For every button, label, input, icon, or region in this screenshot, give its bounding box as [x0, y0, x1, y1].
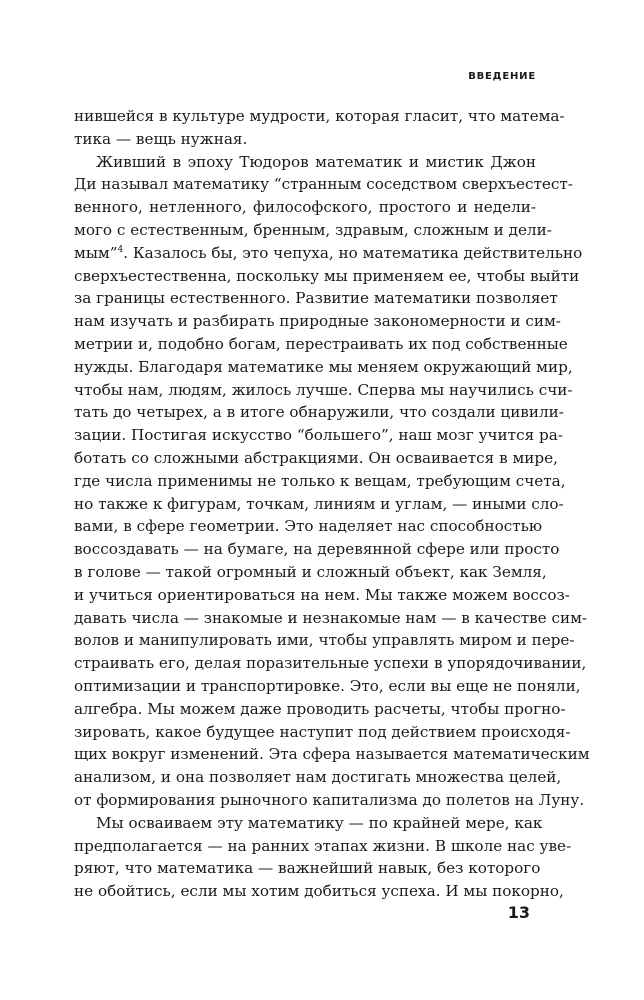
text-line-content: щих вокруг изменений. Эта сфера называется математическим [74, 745, 590, 764]
text-line-content: в голове — такой огромный и сложный объект, как Земля, [74, 562, 547, 581]
text-line-content: но также к фигурам, точкам, линиям и углам, — иными сло- [74, 494, 564, 513]
text-line-content: Мы осваиваем эту математику — по крайней мере, как [96, 813, 543, 832]
text-line [74, 561, 547, 584]
text-line-content: нам изучать и разбирать природные закономерности и сим- [74, 312, 561, 331]
text-line-content: метрии и, подобно богам, перестраивать их под собственные [74, 334, 568, 353]
text-line-content: ряют, что математика — важнейший навык, без которого [74, 859, 541, 878]
text-line-content: волов и манипулировать ими, чтобы управлять миром и пере- [74, 631, 575, 650]
text-line [74, 789, 585, 812]
text-line-content: ботать со сложными абстракциями. Он осваивается в мире, [74, 448, 558, 467]
text-line [74, 538, 560, 561]
text-line-content: и учиться ориентироваться на нем. Мы также можем воссоз- [74, 585, 570, 604]
body-text [74, 105, 590, 903]
text-line-content: Ди называл математику “странным соседством сверхъестест- [74, 175, 573, 194]
text-line-content: вами, в сфере геометрии. Это наделяет нас способностью [74, 517, 543, 536]
text-line-content: Живший в эпоху Тюдоров математик и мистик Джон [96, 152, 536, 171]
text-line [74, 607, 588, 630]
text-line-content: нужды. Благодаря математике мы меняем окружающий мир, [74, 357, 573, 376]
text-line [74, 265, 580, 288]
text-line [74, 128, 536, 151]
text-line-content: оптимизации и транспортировке. Это, если вы еще не поняли, [74, 676, 581, 695]
text-line [74, 401, 564, 424]
running-head: ВВЕДЕНИЕ [468, 71, 536, 82]
text-line [74, 698, 566, 721]
text-line [74, 287, 558, 310]
text-line-content: мым” [74, 243, 118, 262]
text-line-content: воссоздавать — на бумаге, на деревянной сфере или просто [74, 540, 560, 559]
text-line-content: нившейся в культуре мудрости, которая гласит, что матема- [74, 107, 565, 125]
text-line [74, 196, 536, 219]
text-line [74, 812, 543, 835]
text-line [74, 835, 572, 858]
text-line-content: венного, нетленного, философского, простого и недели- [74, 198, 536, 217]
text-line [74, 470, 566, 493]
text-line-content: за границы естественного. Развитие математики позволяет [74, 289, 558, 308]
text-line [74, 880, 564, 903]
text-line [74, 173, 573, 196]
text-line [74, 515, 543, 538]
text-line-content: где числа применимы не только к вещам, требующим счета, [74, 471, 566, 490]
text-line [74, 493, 564, 516]
text-line-content: тика — вещь нужная. [74, 129, 248, 148]
page-number: 13 [507, 903, 530, 922]
text-line-content: алгебра. Мы можем даже проводить расчеты, чтобы прогно- [74, 699, 566, 718]
text-line-content: предполагается — на ранних этапах жизни. В школе нас уве- [74, 836, 572, 855]
text-line [74, 743, 590, 766]
text-line-content: не обойтись, если мы хотим добиться успеха. И мы покорно, [74, 882, 564, 901]
text-line-content: чтобы нам, людям, жилось лучше. Сперва мы научились счи- [74, 380, 573, 399]
text-line-content: сверхъестественна, поскольку мы применяем ее, чтобы выйти [74, 266, 580, 285]
text-line [74, 584, 570, 607]
footnote-marker: 4 [117, 244, 124, 255]
text-line [74, 333, 568, 356]
text-line-content: страивать его, делая поразительные успехи в упорядочивании, [74, 654, 587, 673]
text-line-content: давать числа — знакомые и незнакомые нам — в качестве сим- [74, 608, 588, 627]
text-line [74, 219, 552, 242]
text-line [74, 379, 573, 402]
text-line [74, 356, 573, 379]
text-line [74, 310, 561, 333]
text-line [74, 151, 536, 174]
text-line-content: от формирования рыночного капитализма до полетов на Луну. [74, 790, 585, 809]
text-line-content: мого с естественным, бренным, здравым, сложным и дели- [74, 220, 552, 239]
text-line [74, 652, 587, 675]
text-line [74, 447, 558, 470]
text-line [74, 766, 562, 789]
text-line [74, 857, 541, 880]
text-line-content: зации. Постигая искусство “большего”, наш мозг учится ра- [74, 426, 563, 445]
text-line [74, 242, 583, 265]
text-line [74, 629, 575, 652]
text-line [74, 424, 563, 447]
text-line-content: анализом, и она позволяет нам достигать множества целей, [74, 768, 562, 787]
text-line [74, 675, 581, 698]
text-line [74, 105, 565, 128]
text-line-content: зировать, какое будущее наступит под действием происходя- [74, 722, 571, 741]
text-line-continuation: . Казалось бы, это чепуха, но математика действительно [123, 243, 583, 262]
text-line-content: тать до четырех, а в итоге обнаружили, что создали цивили- [74, 403, 564, 422]
text-line [74, 721, 571, 744]
